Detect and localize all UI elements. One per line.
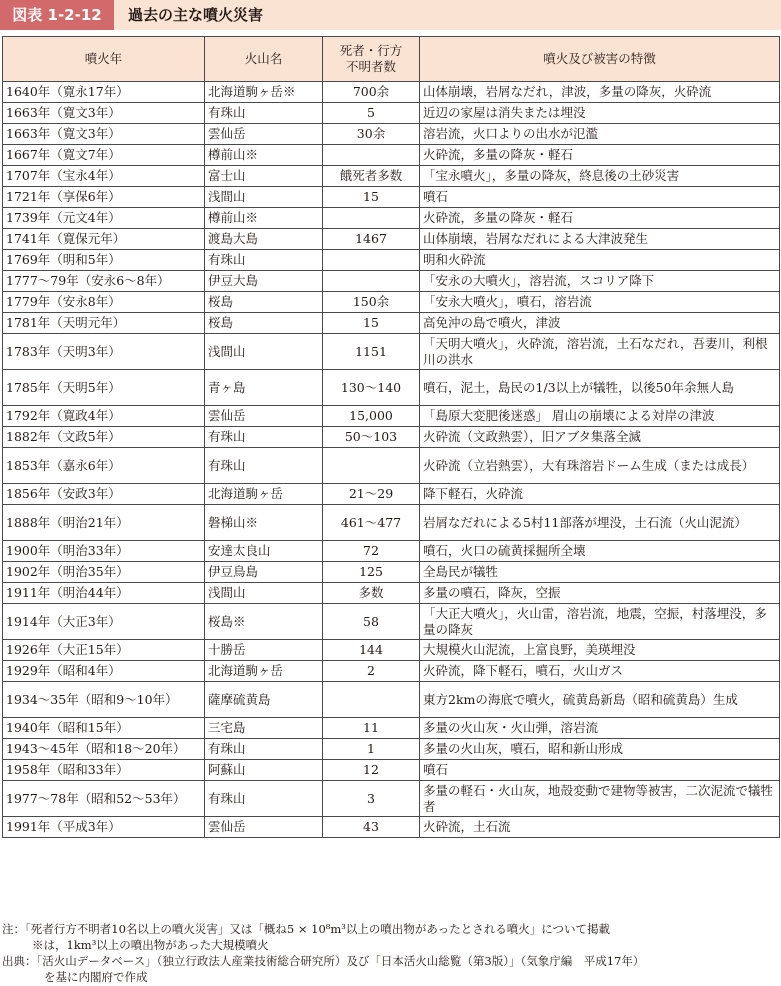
cell-features: 「安永大噴火」，噴石，溶岩流 [420, 292, 780, 313]
cell-eruption-year: 1882年（文政5年） [3, 427, 205, 448]
cell-volcano-name: 浅間山 [205, 334, 323, 370]
cell-eruption-year: 1779年（安永8年） [3, 292, 205, 313]
cell-casualties: 1151 [323, 334, 420, 370]
cell-casualties: 15 [323, 313, 420, 334]
cell-features: 火砕流（立岩熱雲），大有珠溶岩ドーム生成（または成長） [420, 448, 780, 484]
cell-features: 高免沖の島で噴火，津波 [420, 313, 780, 334]
cell-features: 「宝永噴火」，多量の降灰，終息後の土砂災害 [420, 166, 780, 187]
table-row [3, 604, 780, 640]
cell-eruption-year: 1667年（寛文7年） [3, 145, 205, 166]
cell-eruption-year: 1929年（昭和4年） [3, 661, 205, 682]
cell-volcano-name: 桜島 [205, 292, 323, 313]
cell-volcano-name: 樽前山※ [205, 145, 323, 166]
figure-title: 過去の主な噴火災害 [128, 6, 264, 24]
cell-volcano-name: 渡島大島 [205, 229, 323, 250]
cell-volcano-name: 十勝岳 [205, 640, 323, 661]
cell-volcano-name: 有珠山 [205, 781, 323, 817]
cell-eruption-year: 1888年（明治21年） [3, 505, 205, 541]
cell-casualties: 58 [323, 604, 420, 640]
table-row [3, 541, 780, 562]
cell-volcano-name: 浅間山 [205, 583, 323, 604]
cell-volcano-name: 三宅島 [205, 718, 323, 739]
cell-eruption-year: 1783年（天明3年） [3, 334, 205, 370]
note-criteria: 注：「死者行方不明者10名以上の噴火災害」又は「概ね5 × 10⁸m³以上の噴出物があったとされる噴火」について掲載 [2, 922, 611, 936]
figure-header [0, 0, 781, 30]
table-row [3, 292, 780, 313]
table-row [3, 661, 780, 682]
table-row [3, 313, 780, 334]
cell-eruption-year: 1663年（寛文3年） [3, 103, 205, 124]
cell-volcano-name: 薩摩硫黄島 [205, 682, 323, 718]
cell-eruption-year: 1741年（寛保元年） [3, 229, 205, 250]
table-row [3, 334, 780, 370]
cell-eruption-year: 1914年（大正3年） [3, 604, 205, 640]
source-line-continued: を基に内閣府で作成 [44, 970, 148, 984]
cell-casualties [323, 208, 420, 229]
cell-features: 岩屑なだれによる5村11部落が埋没，土石流（火山泥流） [420, 505, 780, 541]
cell-casualties: 11 [323, 718, 420, 739]
cell-eruption-year: 1991年（平成3年） [3, 817, 205, 838]
cell-eruption-year: 1856年（安政3年） [3, 484, 205, 505]
table-row [3, 427, 780, 448]
header-volcano-name: 火山名 [205, 37, 323, 82]
cell-volcano-name: 有珠山 [205, 250, 323, 271]
cell-casualties: 15 [323, 187, 420, 208]
table-row [3, 448, 780, 484]
cell-eruption-year: 1777～79年（安永6～8年） [3, 271, 205, 292]
cell-features: 「天明大噴火」，火砕流，溶岩流，土石なだれ，吾妻川，利根川の洪水 [420, 334, 780, 370]
cell-casualties: 144 [323, 640, 420, 661]
cell-volcano-name: 北海道駒ヶ岳※ [205, 82, 323, 103]
cell-casualties: 50～103 [323, 427, 420, 448]
cell-eruption-year: 1900年（明治33年） [3, 541, 205, 562]
cell-eruption-year: 1902年（明治35年） [3, 562, 205, 583]
cell-eruption-year: 1926年（大正15年） [3, 640, 205, 661]
cell-volcano-name: 磐梯山※ [205, 505, 323, 541]
cell-eruption-year: 1940年（昭和15年） [3, 718, 205, 739]
cell-volcano-name: 有珠山 [205, 448, 323, 484]
table-row [3, 718, 780, 739]
table-row [3, 82, 780, 103]
cell-casualties: 72 [323, 541, 420, 562]
table-row [3, 640, 780, 661]
cell-features: 溶岩流，火口よりの出水が氾濫 [420, 124, 780, 145]
cell-features: 火砕流，多量の降灰・軽石 [420, 145, 780, 166]
cell-volcano-name: 北海道駒ヶ岳 [205, 484, 323, 505]
cell-volcano-name: 樽前山※ [205, 208, 323, 229]
cell-features: 東方2kmの海底で噴火，硫黄島新島（昭和硫黄島）生成 [420, 682, 780, 718]
cell-eruption-year: 1911年（明治44年） [3, 583, 205, 604]
cell-eruption-year: 1781年（天明元年） [3, 313, 205, 334]
cell-features: 「安永の大噴火」，溶岩流，スコリア降下 [420, 271, 780, 292]
cell-casualties: 5 [323, 103, 420, 124]
cell-eruption-year: 1977～78年（昭和52～53年） [3, 781, 205, 817]
table-row [3, 370, 780, 406]
cell-casualties: 3 [323, 781, 420, 817]
cell-casualties: 2 [323, 661, 420, 682]
cell-volcano-name: 伊豆鳥島 [205, 562, 323, 583]
table-row [3, 505, 780, 541]
cell-casualties [323, 271, 420, 292]
table-row [3, 406, 780, 427]
cell-casualties: 700余 [323, 82, 420, 103]
header-features: 噴火及び被害の特徴 [420, 37, 780, 82]
table-row [3, 166, 780, 187]
header-eruption-year: 噴火年 [3, 37, 205, 82]
cell-features: 全島民が犠牲 [420, 562, 780, 583]
note-asterisk: ※は，1km³以上の噴出物があった大規模噴火 [32, 938, 269, 952]
figure-number-badge: 図表 1-2-12 [0, 0, 114, 30]
table-row [3, 124, 780, 145]
cell-casualties: 餓死者多数 [323, 166, 420, 187]
cell-features: 「大正大噴火」，火山雷，溶岩流，地震，空振，村落埋没，多量の降灰 [420, 604, 780, 640]
table-body [3, 82, 780, 838]
cell-features: 山体崩壊，岩屑なだれによる大津波発生 [420, 229, 780, 250]
cell-eruption-year: 1739年（元文4年） [3, 208, 205, 229]
cell-volcano-name: 伊豆大島 [205, 271, 323, 292]
table-row [3, 145, 780, 166]
cell-features: 噴石 [420, 187, 780, 208]
table-row [3, 229, 780, 250]
cell-features: 火砕流，降下軽石，噴石，火山ガス [420, 661, 780, 682]
cell-features: 火砕流，土石流 [420, 817, 780, 838]
cell-eruption-year: 1785年（天明5年） [3, 370, 205, 406]
table-row [3, 817, 780, 838]
cell-features: 火砕流（文政熱雲），旧アブタ集落全滅 [420, 427, 780, 448]
cell-casualties: 21～29 [323, 484, 420, 505]
cell-volcano-name: 雲仙岳 [205, 817, 323, 838]
table-row [3, 739, 780, 760]
cell-volcano-name: 有珠山 [205, 427, 323, 448]
cell-casualties [323, 250, 420, 271]
footnotes [2, 921, 780, 985]
cell-eruption-year: 1934～35年（昭和9～10年） [3, 682, 205, 718]
cell-features: 大規模火山泥流，上富良野，美瑛埋没 [420, 640, 780, 661]
cell-features: 噴石 [420, 760, 780, 781]
table-row [3, 187, 780, 208]
cell-casualties: 130～140 [323, 370, 420, 406]
cell-eruption-year: 1640年（寛永17年） [3, 82, 205, 103]
cell-volcano-name: 雲仙岳 [205, 124, 323, 145]
cell-features: 近辺の家屋は消失または埋没 [420, 103, 780, 124]
cell-volcano-name: 有珠山 [205, 103, 323, 124]
cell-features: 明和火砕流 [420, 250, 780, 271]
cell-volcano-name: 桜島※ [205, 604, 323, 640]
cell-casualties: 30余 [323, 124, 420, 145]
cell-features: 多量の火山灰・火山弾，溶岩流 [420, 718, 780, 739]
cell-features: 噴石，火口の硫黄採掘所全壊 [420, 541, 780, 562]
cell-features: 多量の火山灰，噴石，昭和新山形成 [420, 739, 780, 760]
table-row [3, 583, 780, 604]
cell-features: 多量の軽石・火山灰，地殻変動で建物等被害，二次泥流で犠牲者 [420, 781, 780, 817]
cell-eruption-year: 1721年（享保6年） [3, 187, 205, 208]
table-row [3, 103, 780, 124]
cell-features: 「島原大変肥後迷惑」 眉山の崩壊による対岸の津波 [420, 406, 780, 427]
cell-eruption-year: 1792年（寛政4年） [3, 406, 205, 427]
cell-volcano-name: 有珠山 [205, 739, 323, 760]
table-row [3, 781, 780, 817]
cell-casualties: 150余 [323, 292, 420, 313]
cell-casualties: 43 [323, 817, 420, 838]
cell-volcano-name: 桜島 [205, 313, 323, 334]
table-row [3, 760, 780, 781]
cell-features: 山体崩壊，岩屑なだれ，津波，多量の降灰，火砕流 [420, 82, 780, 103]
cell-volcano-name: 浅間山 [205, 187, 323, 208]
cell-casualties: 1 [323, 739, 420, 760]
cell-eruption-year: 1769年（明和5年） [3, 250, 205, 271]
cell-volcano-name: 青ヶ島 [205, 370, 323, 406]
cell-volcano-name: 富士山 [205, 166, 323, 187]
cell-casualties: 125 [323, 562, 420, 583]
cell-volcano-name: 安達太良山 [205, 541, 323, 562]
cell-casualties: 12 [323, 760, 420, 781]
source-line: 出典：「活火山データベース」（独立行政法人産業技術総合研究所）及び「日本活火山総覧（第3版）」（気象庁編 平成17年） [2, 954, 645, 968]
cell-features: 火砕流，多量の降灰・軽石 [420, 208, 780, 229]
table-row [3, 271, 780, 292]
table-row [3, 484, 780, 505]
cell-casualties [323, 448, 420, 484]
cell-eruption-year: 1958年（昭和33年） [3, 760, 205, 781]
cell-features: 降下軽石，火砕流 [420, 484, 780, 505]
cell-features: 噴石，泥土，島民の1/3以上が犠牲，以後50年余無人島 [420, 370, 780, 406]
table-row [3, 208, 780, 229]
cell-eruption-year: 1663年（寛文3年） [3, 124, 205, 145]
eruption-disaster-table [2, 36, 780, 838]
table-row [3, 250, 780, 271]
cell-casualties [323, 145, 420, 166]
cell-casualties [323, 682, 420, 718]
cell-volcano-name: 雲仙岳 [205, 406, 323, 427]
cell-eruption-year: 1853年（嘉永6年） [3, 448, 205, 484]
cell-casualties: 1467 [323, 229, 420, 250]
cell-casualties: 15,000 [323, 406, 420, 427]
table-header-row [3, 37, 780, 82]
cell-casualties: 多数 [323, 583, 420, 604]
cell-features: 多量の噴石，降灰，空振 [420, 583, 780, 604]
cell-volcano-name: 北海道駒ヶ岳 [205, 661, 323, 682]
cell-casualties: 461～477 [323, 505, 420, 541]
cell-eruption-year: 1943～45年（昭和18～20年） [3, 739, 205, 760]
table-row [3, 562, 780, 583]
header-casualties: 死者・行方 不明者数 [323, 37, 420, 82]
table-row [3, 682, 780, 718]
cell-volcano-name: 阿蘇山 [205, 760, 323, 781]
cell-eruption-year: 1707年（宝永4年） [3, 166, 205, 187]
